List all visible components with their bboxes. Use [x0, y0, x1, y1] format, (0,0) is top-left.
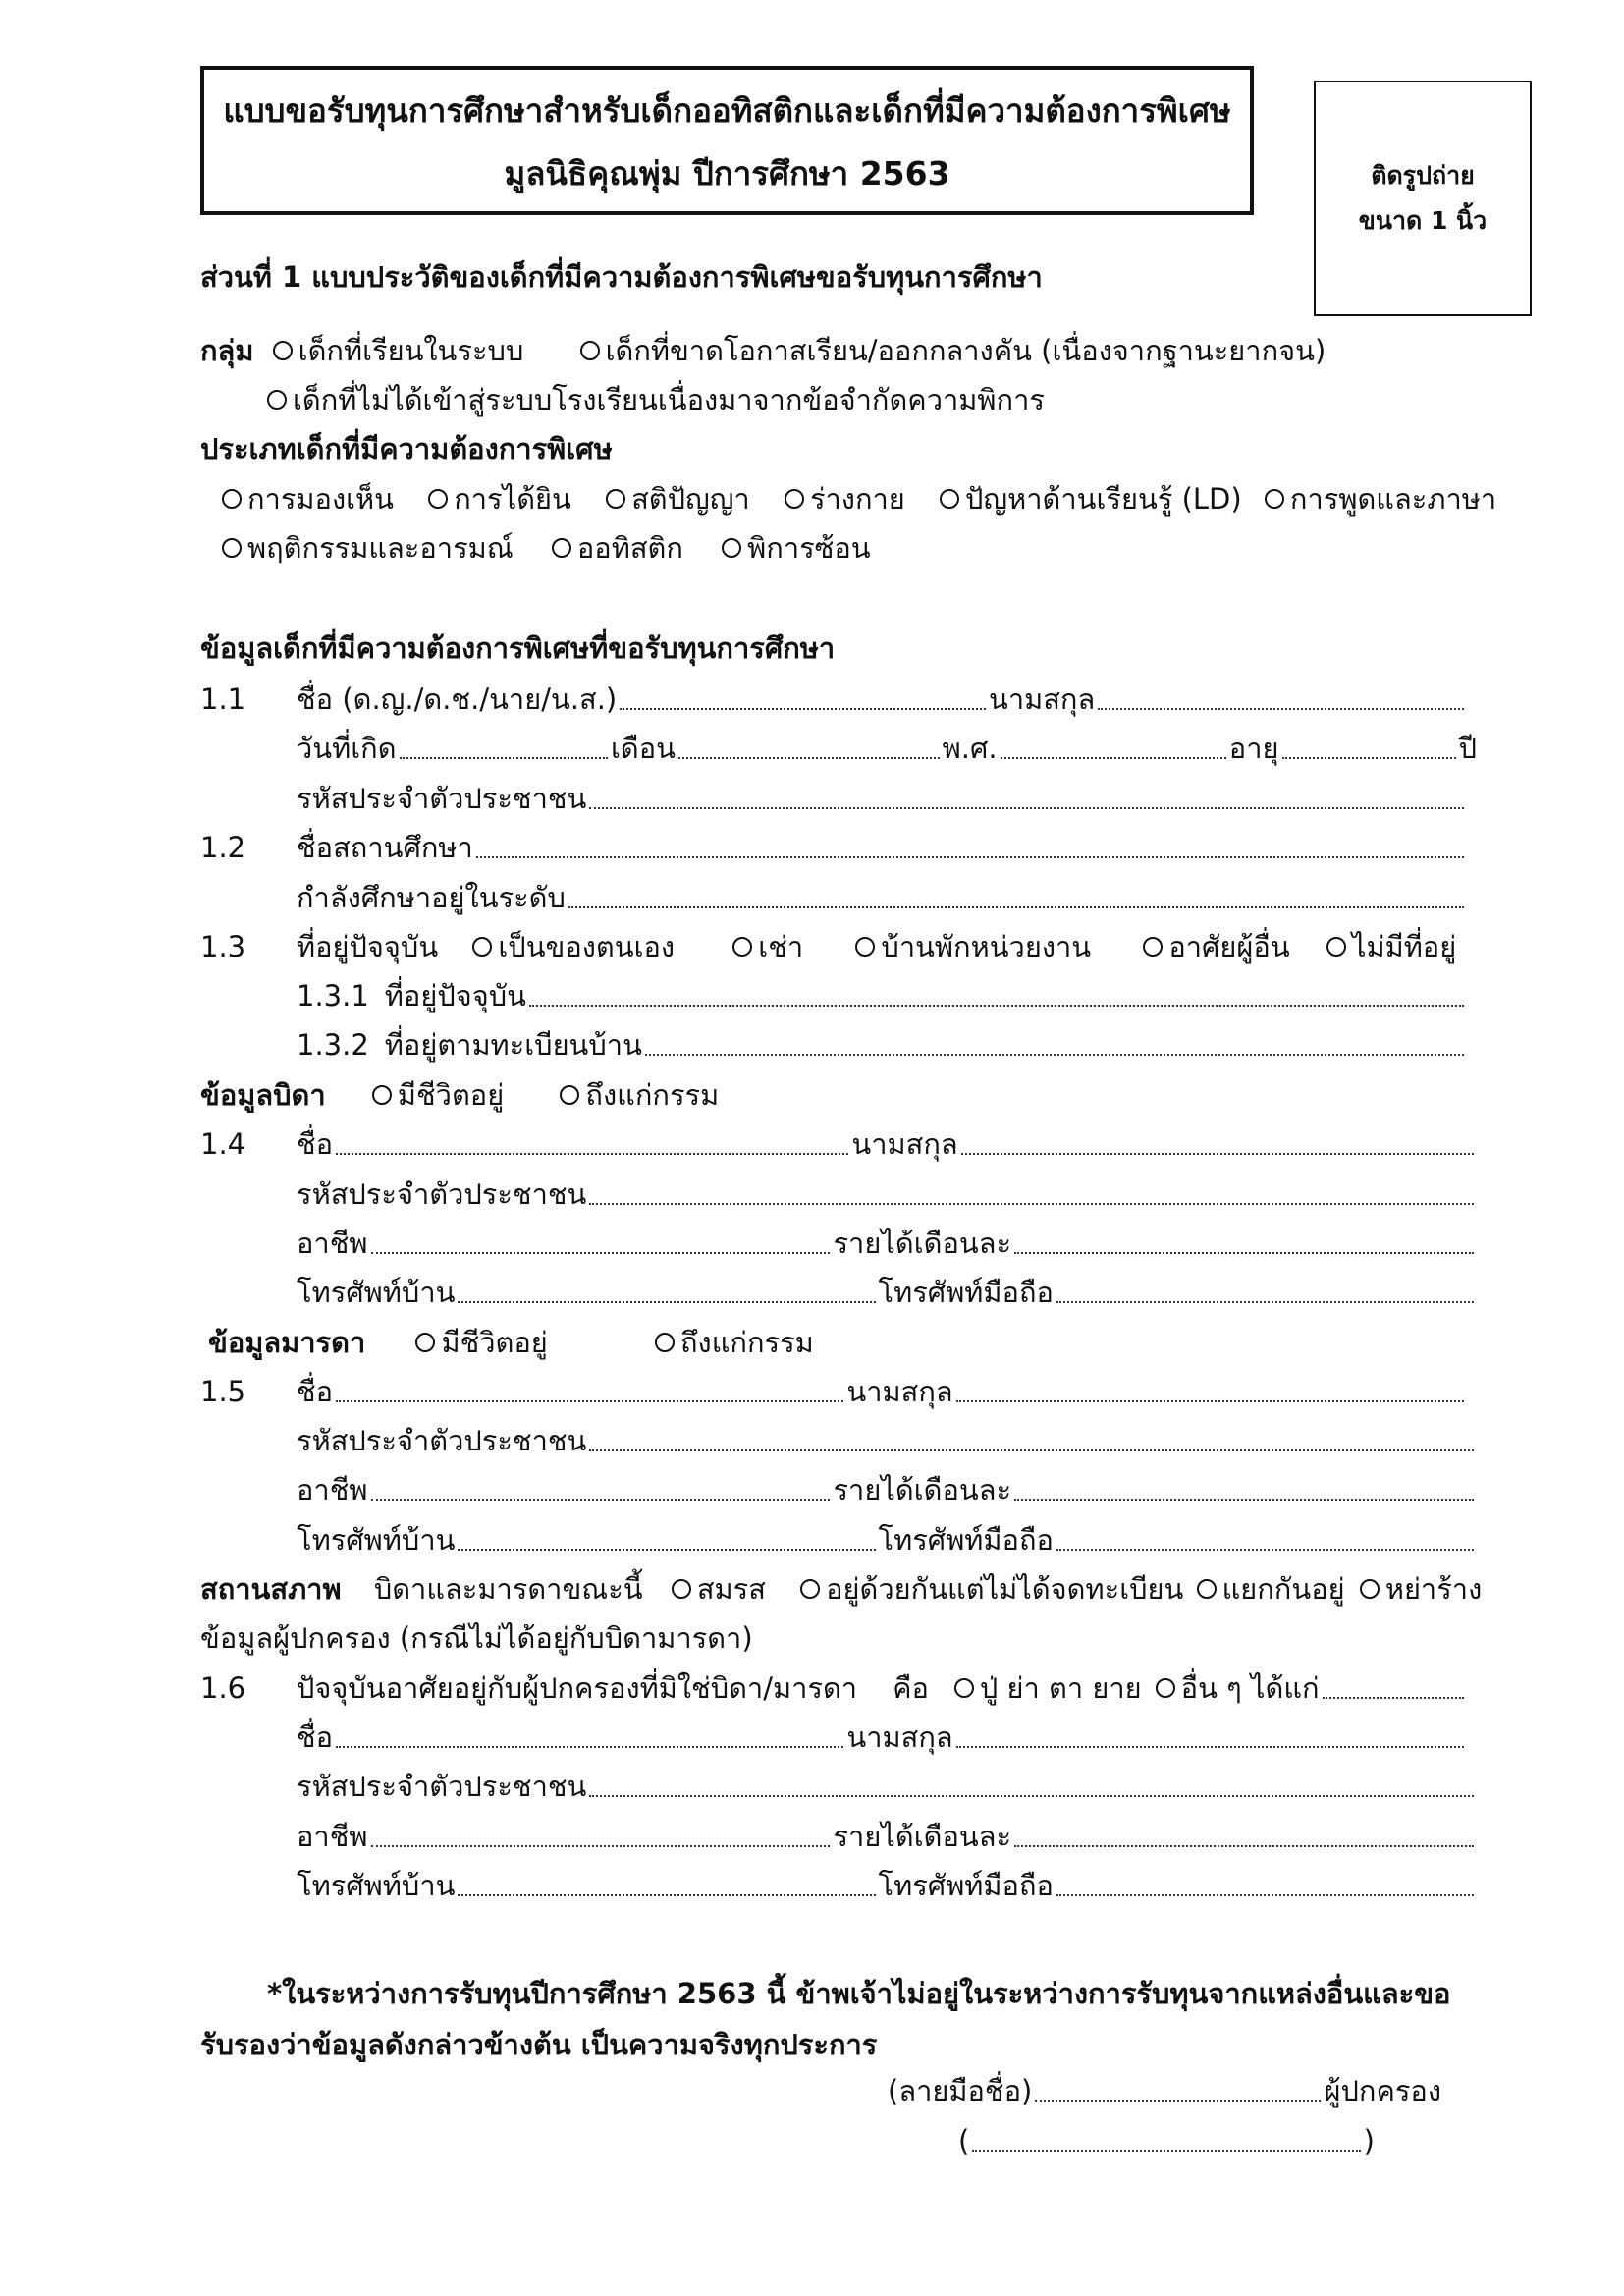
- signature-field[interactable]: [1035, 2100, 1321, 2102]
- signature-name-field[interactable]: [972, 2150, 1360, 2152]
- child-id-row: รหัสประจำตัวประชาชน: [297, 779, 1467, 818]
- guardian-surname-field[interactable]: [956, 1746, 1464, 1748]
- guardian-job-field[interactable]: [371, 1845, 831, 1847]
- current-address-row: 1.3.1 ที่อยู่ปัจจุบัน: [297, 976, 1467, 1015]
- school-row: ชื่อสถานศึกษา: [297, 828, 1467, 867]
- birth-year-field[interactable]: [1001, 757, 1226, 759]
- radio-icon[interactable]: [273, 341, 293, 360]
- guardian-id-row: รหัสประจำตัวประชาชน: [297, 1767, 1477, 1806]
- mother-id-field[interactable]: [589, 1449, 1474, 1451]
- special-type-row-1: [222, 479, 1496, 519]
- special-type-row-2: [222, 528, 900, 568]
- radio-icon[interactable]: [580, 341, 600, 360]
- form-subtitle: มูลนิธิคุณพุ่ม ปีการศึกษา 2563: [504, 154, 950, 192]
- item-number: 1.5: [200, 1375, 246, 1408]
- mother-surname-field[interactable]: [956, 1400, 1464, 1402]
- father-deceased[interactable]: ถึงแก่กรรม: [560, 1075, 719, 1115]
- type-intellectual[interactable]: สติปัญญา: [606, 479, 750, 519]
- father-phone-row: โทรศัพท์บ้าน โทรศัพท์มือถือ: [297, 1273, 1477, 1312]
- radio-icon[interactable]: [267, 390, 287, 410]
- mother-id-row: รหัสประจำตัวประชาชน: [297, 1421, 1477, 1460]
- child-id-field[interactable]: [589, 807, 1464, 809]
- declaration-line-1: *ในระหว่างการรับทุนปีการศึกษา 2563 นี้ ข้าพเจ้าไม่อยู่ในระหว่างการรับทุนจากแหล่งอื่นและขอ: [267, 1977, 1451, 2010]
- guardian-name-field[interactable]: [336, 1746, 843, 1748]
- birth-month-field[interactable]: [678, 757, 940, 759]
- type-autism[interactable]: ออทิสติก: [552, 528, 683, 568]
- mother-phone-row: โทรศัพท์บ้าน โทรศัพท์มือถือ: [297, 1520, 1477, 1559]
- father-income-field[interactable]: [1014, 1252, 1474, 1254]
- father-alive[interactable]: มีชีวิตอยู่: [372, 1075, 504, 1115]
- address-staff-housing[interactable]: บ้านพักหน่วยงาน: [855, 927, 1091, 966]
- status-separated[interactable]: แยกกันอยู่: [1197, 1569, 1345, 1609]
- child-birth-row: วันที่เกิด เดือน พ.ศ. อายุ ปี: [297, 732, 1477, 765]
- form-title-box: [200, 66, 1254, 215]
- photo-size: ขนาด 1 นิ้ว: [1358, 206, 1488, 235]
- guardian-other[interactable]: อื่น ๆ ได้แก่: [1156, 1668, 1320, 1708]
- child-name-field[interactable]: [620, 708, 986, 710]
- photo-box[interactable]: [1314, 81, 1532, 316]
- mother-deceased[interactable]: ถึงแก่กรรม: [655, 1323, 814, 1362]
- mother-income-field[interactable]: [1014, 1499, 1474, 1501]
- guardian-other-field[interactable]: [1323, 1697, 1464, 1699]
- guardian-relation-row: ปัจจุบันอาศัยอยู่กับผู้ปกครองที่มิใช่บิดา/มารดา คือ ปู่ ย่า ตา ยาย อื่น ๆ ได้แก่: [297, 1668, 1467, 1708]
- guardian-home-phone-field[interactable]: [458, 1894, 875, 1896]
- mother-job-field[interactable]: [371, 1499, 831, 1501]
- item-number: 1.1: [200, 683, 246, 716]
- child-name-row: ชื่อ (ด.ญ./ด.ช./นาย/น.ส.) นามสกุล: [297, 680, 1467, 719]
- item-number: 1.6: [200, 1671, 246, 1705]
- mother-home-phone-field[interactable]: [458, 1549, 875, 1551]
- guardian-grandparent[interactable]: ปู่ ย่า ตา ยาย: [954, 1668, 1142, 1708]
- address-others[interactable]: อาศัยผู้อื่น: [1143, 927, 1289, 966]
- guardian-income-field[interactable]: [1014, 1845, 1474, 1847]
- group-option-3[interactable]: เด็กที่ไม่ได้เข้าสู่ระบบโรงเรียนเนื่องมาจากข้อจำกัดความพิการ: [267, 380, 1074, 419]
- father-id-field[interactable]: [589, 1203, 1474, 1205]
- type-multiple[interactable]: พิการซ้อน: [722, 528, 870, 568]
- guardian-heading: ข้อมูลผู้ปกครอง (กรณีไม่ได้อยู่กับบิดามารดา): [200, 1621, 753, 1655]
- school-field[interactable]: [476, 856, 1464, 858]
- mother-job-row: อาชีพ รายได้เดือนละ: [297, 1470, 1477, 1509]
- mother-mobile-field[interactable]: [1056, 1549, 1474, 1551]
- father-name-field[interactable]: [336, 1153, 848, 1155]
- father-surname-field[interactable]: [961, 1153, 1474, 1155]
- status-cohabiting[interactable]: อยู่ด้วยกันแต่ไม่ได้จดทะเบียน: [800, 1569, 1183, 1609]
- birth-day-field[interactable]: [400, 757, 608, 759]
- type-behavior[interactable]: พฤติกรรมและอารมณ์: [222, 528, 514, 568]
- type-vision[interactable]: การมองเห็น: [222, 479, 394, 519]
- age-field[interactable]: [1282, 757, 1456, 759]
- address-rent[interactable]: เช่า: [732, 927, 803, 966]
- status-married[interactable]: สมรส: [672, 1569, 766, 1609]
- registered-address-field[interactable]: [645, 1054, 1464, 1056]
- current-address-field[interactable]: [529, 1005, 1464, 1007]
- photo-label: ติดรูปถ่าย: [1371, 161, 1475, 190]
- type-physical[interactable]: ร่างกาย: [785, 479, 905, 519]
- item-number: 1.4: [200, 1127, 246, 1161]
- type-hearing[interactable]: การได้ยิน: [428, 479, 571, 519]
- group-option-2[interactable]: เด็กที่ขาดโอกาสเรียน/ออกกลางคัน (เนื่องจากฐานะยากจน): [580, 331, 1326, 370]
- type-ld[interactable]: ปัญหาด้านเรียนรู้ (LD): [940, 479, 1242, 519]
- group-option-1[interactable]: เด็กที่เรียนในระบบ: [273, 331, 524, 370]
- guardian-id-field[interactable]: [589, 1795, 1474, 1797]
- address-own[interactable]: เป็นของตนเอง: [472, 927, 675, 966]
- section-title: ส่วนที่ 1 แบบประวัติของเด็กที่มีความต้องการพิเศษขอรับทุนการศึกษา: [200, 260, 1043, 294]
- child-surname-field[interactable]: [1098, 708, 1464, 710]
- guardian-mobile-field[interactable]: [1056, 1894, 1474, 1896]
- mother-name-field[interactable]: [336, 1400, 843, 1402]
- address-type-row: ที่อยู่ปัจจุบัน เป็นของตนเอง เช่า บ้านพักหน่วยงาน อาศัยผู้อื่น ไม่มีที่อยู่: [297, 927, 1456, 966]
- mother-alive[interactable]: มีชีวิตอยู่: [415, 1323, 547, 1362]
- declaration-line-2: รับรองว่าข้อมูลดังกล่าวข้างต้น เป็นความจริงทุกประการ: [200, 2028, 878, 2061]
- father-home-phone-field[interactable]: [458, 1301, 875, 1303]
- father-name-row: ชื่อ นามสกุล: [297, 1124, 1477, 1164]
- form-title: แบบขอรับทุนการศึกษาสำหรับเด็กออทิสติกและเด็กที่มีความต้องการพิเศษ: [223, 91, 1231, 130]
- group-row: [200, 331, 1355, 370]
- mother-name-row: ชื่อ นามสกุล: [297, 1372, 1467, 1411]
- father-job-field[interactable]: [371, 1252, 831, 1254]
- child-info-heading: ข้อมูลเด็กที่มีความต้องการพิเศษที่ขอรับทุนการศึกษา: [200, 631, 836, 665]
- guardian-job-row: อาชีพ รายได้เดือนละ: [297, 1817, 1477, 1856]
- level-field[interactable]: [568, 906, 1464, 908]
- address-none[interactable]: ไม่มีที่อยู่: [1326, 927, 1456, 966]
- father-job-row: อาชีพ รายได้เดือนละ: [297, 1224, 1477, 1263]
- registered-address-row: 1.3.2 ที่อยู่ตามทะเบียนบ้าน: [297, 1025, 1467, 1065]
- mother-heading-row: ข้อมูลมารดา มีชีวิตอยู่ ถึงแก่กรรม: [208, 1323, 843, 1362]
- item-number: 1.3: [200, 930, 246, 963]
- type-speech[interactable]: การพูดและภาษา: [1265, 479, 1496, 519]
- father-heading-row: ข้อมูลบิดา มีชีวิตอยู่ ถึงแก่กรรม: [200, 1075, 748, 1115]
- item-number: 1.2: [200, 831, 246, 864]
- father-id-row: รหัสประจำตัวประชาชน: [297, 1175, 1477, 1214]
- group-label: กลุ่ม: [200, 334, 254, 367]
- guardian-name-row: ชื่อ นามสกุล: [297, 1718, 1467, 1757]
- status-row: สถานสภาพ บิดาและมารดาขณะนี้ สมรส อยู่ด้วยกันแต่ไม่ได้จดทะเบียน แยกกันอยู่ หย่าร้าง: [200, 1569, 1482, 1609]
- father-mobile-field[interactable]: [1056, 1301, 1474, 1303]
- signature-name-row: ( ): [958, 2124, 1375, 2158]
- guardian-phone-row: โทรศัพท์บ้าน โทรศัพท์มือถือ: [297, 1866, 1477, 1905]
- special-type-label: ประเภทเด็กที่มีความต้องการพิเศษ: [200, 432, 613, 465]
- signature-row: (ลายมือชื่อ) ผู้ปกครอง: [888, 2074, 1441, 2107]
- status-divorced[interactable]: หย่าร้าง: [1360, 1569, 1482, 1609]
- level-row: กำลังศึกษาอยู่ในระดับ: [297, 878, 1467, 917]
